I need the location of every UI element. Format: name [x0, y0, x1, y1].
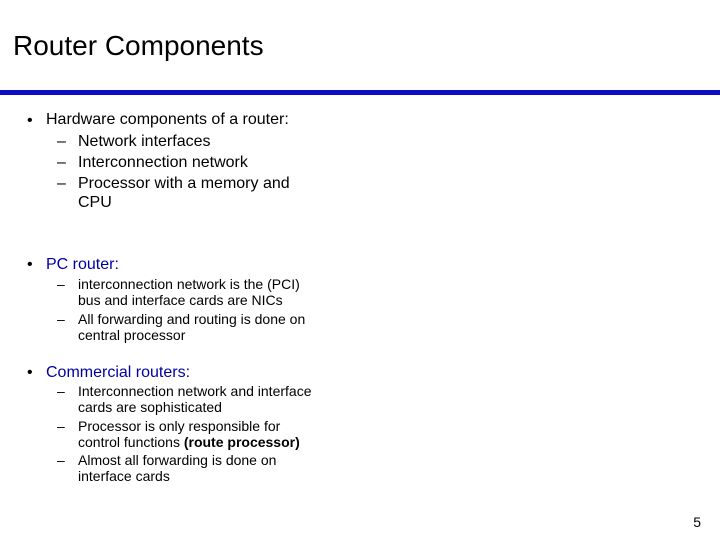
list-item-text: cards are sophisticated — [78, 399, 222, 415]
list-item-text: control functions — [78, 434, 184, 450]
slide-title: Router Components — [13, 30, 264, 61]
list-item-text-line — [78, 434, 300, 450]
dash-marker: – — [57, 311, 65, 327]
list-item-text: Network interfaces — [78, 133, 211, 150]
list-item-text: Interconnection network — [78, 154, 248, 171]
dash-marker: – — [57, 276, 65, 292]
list-item-text: interconnection network is the (PCI) — [78, 276, 300, 292]
list-item-text: Processor is only responsible for — [78, 418, 281, 434]
page-number: 5 — [693, 514, 701, 530]
list-item-text: Processor with a memory and — [78, 175, 290, 192]
route-processor-emphasis: (route processor) — [183, 434, 300, 450]
list-item-text: bus and interface cards are NICs — [78, 292, 283, 308]
list-item-text: central processor — [78, 327, 186, 343]
bullet-marker: • — [27, 364, 33, 381]
list-item-text: interface cards — [78, 468, 170, 484]
dash-marker: – — [57, 154, 66, 171]
list-item-text: Almost all forwarding is done on — [78, 452, 277, 468]
list-item-text: CPU — [78, 194, 112, 211]
dash-marker: – — [57, 133, 66, 150]
bullet-marker: • — [27, 112, 33, 129]
list-item-text: All forwarding and routing is done on — [78, 311, 306, 327]
bullet-marker: • — [27, 256, 33, 273]
title-divider — [0, 90, 720, 95]
dash-marker: – — [57, 175, 66, 192]
dash-marker: – — [57, 383, 65, 399]
section-heading-hardware: Hardware components of a router: — [46, 111, 289, 128]
section-heading-pc-router: PC router: — [46, 256, 119, 273]
dash-marker: – — [57, 452, 65, 468]
section-heading-commercial-routers: Commercial routers: — [46, 364, 191, 381]
list-item-text: Interconnection network and interface — [78, 383, 312, 399]
dash-marker: – — [57, 418, 65, 434]
